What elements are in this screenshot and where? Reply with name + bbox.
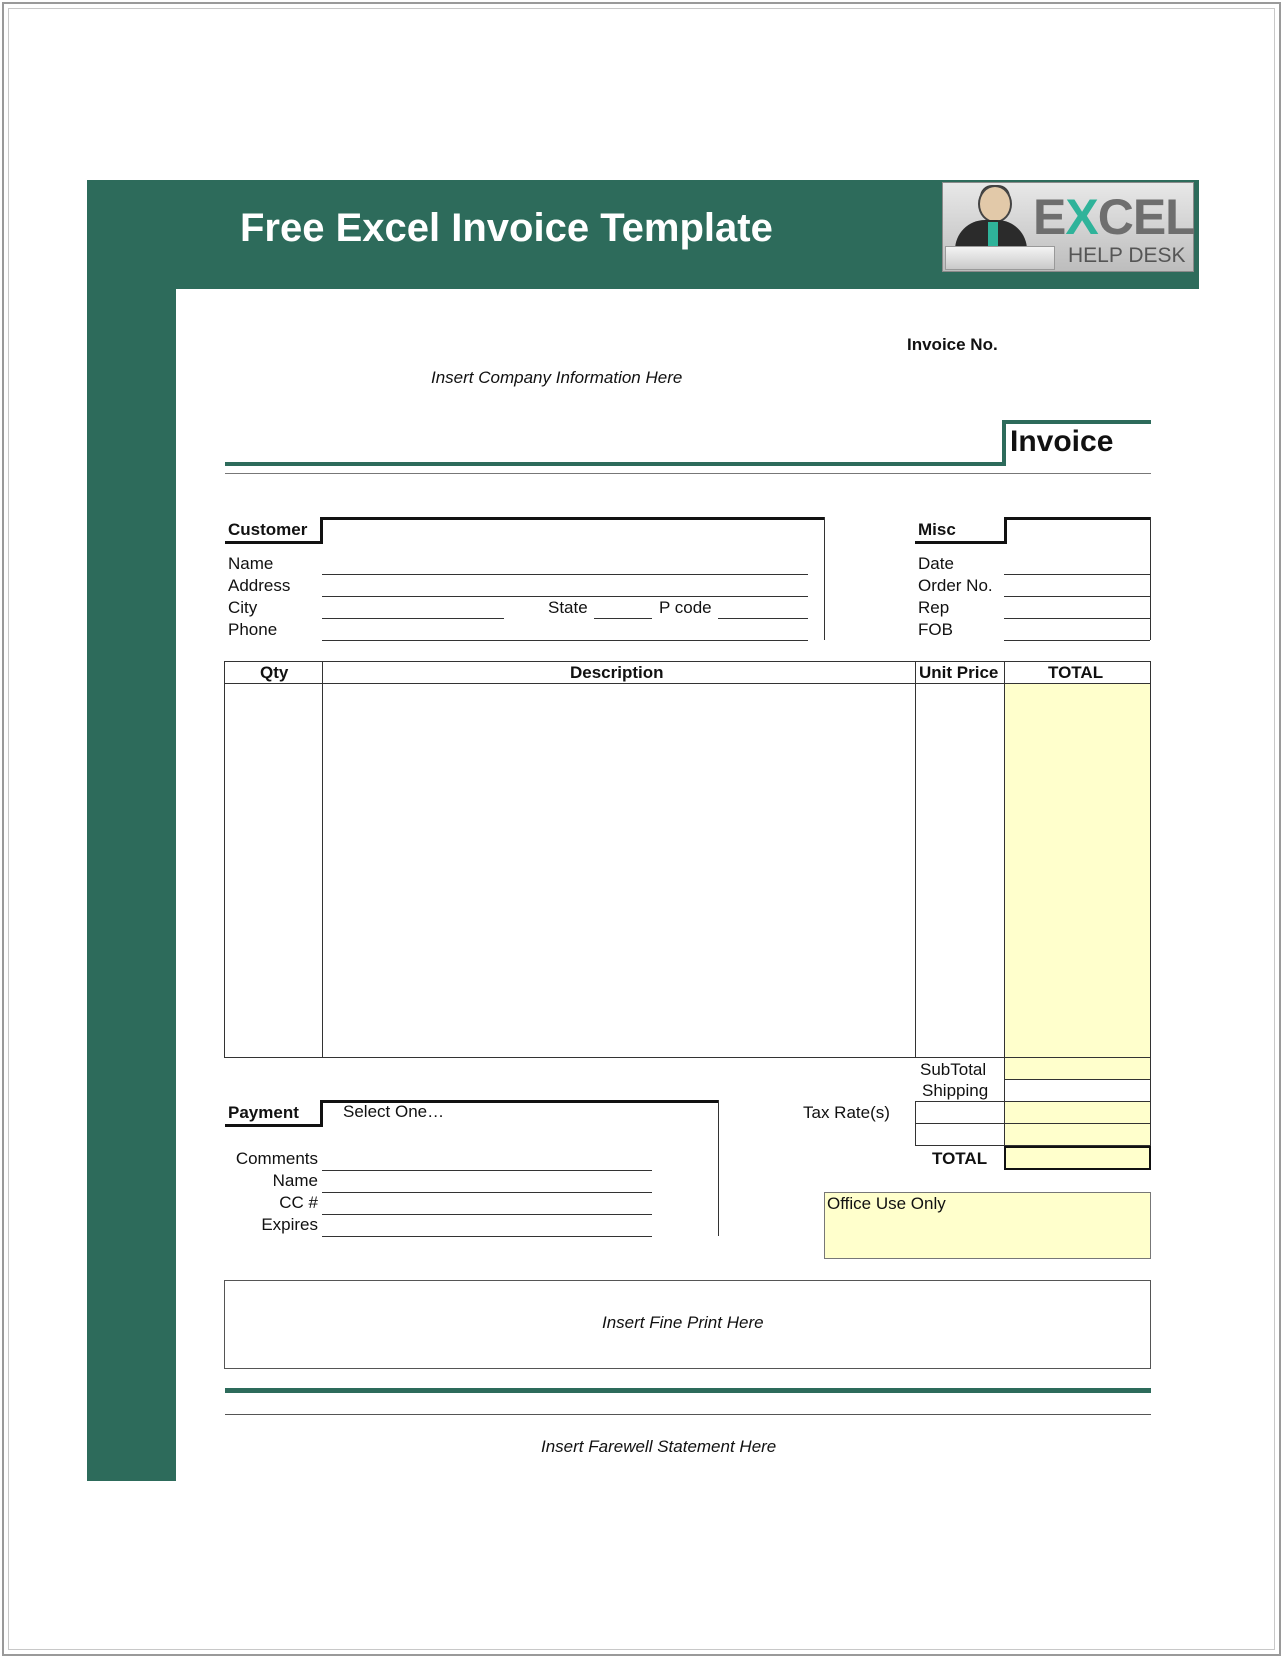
left-sidebar-band xyxy=(87,289,176,1481)
payment-cc-label: CC # xyxy=(279,1193,318,1212)
tax-rate-input-1[interactable] xyxy=(915,1101,1005,1124)
subtotal-label: SubTotal xyxy=(920,1060,987,1079)
misc-rep-field[interactable] xyxy=(1004,618,1150,619)
payment-expires-label: Expires xyxy=(261,1215,318,1234)
table-body-editable[interactable] xyxy=(224,684,1151,1057)
subtotal-cell[interactable] xyxy=(1004,1057,1151,1080)
logo-desk xyxy=(945,246,1055,270)
invoice-heading-top-line xyxy=(1002,420,1151,424)
tax-rate-input-2[interactable] xyxy=(915,1123,1005,1146)
payment-comments-label: Comments xyxy=(235,1149,318,1168)
customer-pcode-field[interactable] xyxy=(718,618,808,619)
misc-box-right xyxy=(1150,517,1151,640)
misc-fob-label: FOB xyxy=(918,620,953,639)
logo-avatar-head xyxy=(978,185,1012,223)
customer-pcode-label: P code xyxy=(659,598,712,617)
footer-divider-thin xyxy=(225,1414,1151,1415)
customer-name-field[interactable] xyxy=(322,574,808,575)
logo-subtitle: HELP DESK xyxy=(1068,244,1186,267)
grand-total-label: TOTAL xyxy=(932,1149,988,1168)
payment-comments-field[interactable] xyxy=(322,1170,652,1171)
payment-box-right xyxy=(718,1100,719,1236)
invoice-no-label: Invoice No. xyxy=(907,335,998,354)
customer-city-label: City xyxy=(228,598,258,617)
table-header-qty: Qty xyxy=(260,663,289,682)
invoice-heading: Invoice xyxy=(1010,425,1114,458)
payment-name-label: Name xyxy=(272,1171,318,1190)
customer-heading-underline xyxy=(225,541,323,544)
table-header-unit-price: Unit Price xyxy=(919,663,999,682)
payment-heading: Payment xyxy=(228,1103,299,1122)
payment-name-field[interactable] xyxy=(322,1192,652,1193)
customer-phone-field[interactable] xyxy=(322,640,808,641)
customer-phone-label: Phone xyxy=(228,620,278,639)
customer-address-field[interactable] xyxy=(322,596,808,597)
customer-heading: Customer xyxy=(228,520,308,539)
invoice-divider-thin xyxy=(225,473,1151,474)
customer-state-label: State xyxy=(548,598,588,617)
payment-cc-field[interactable] xyxy=(322,1214,652,1215)
fine-print-text: Insert Fine Print Here xyxy=(602,1313,764,1332)
customer-name-label: Name xyxy=(228,554,274,573)
invoice-divider-thick xyxy=(225,462,1005,466)
payment-heading-step xyxy=(320,1100,323,1127)
misc-heading-step xyxy=(1004,517,1007,544)
misc-heading-underline xyxy=(915,541,1007,544)
shipping-label: Shipping xyxy=(922,1081,989,1100)
tax-amount-cell-2[interactable] xyxy=(1004,1123,1151,1146)
misc-date-label: Date xyxy=(918,554,954,573)
page-title: Free Excel Invoice Template xyxy=(240,206,773,250)
misc-heading: Misc xyxy=(918,520,956,539)
customer-box-top xyxy=(320,517,825,520)
misc-order-no-field[interactable] xyxy=(1004,596,1150,597)
farewell-text: Insert Farewell Statement Here xyxy=(541,1437,777,1456)
tax-amount-cell-1[interactable] xyxy=(1004,1101,1151,1124)
office-use-label: Office Use Only xyxy=(827,1194,946,1213)
customer-city-field[interactable] xyxy=(322,618,504,619)
customer-heading-step xyxy=(320,517,323,544)
customer-address-label: Address xyxy=(228,576,291,595)
payment-method-select[interactable]: Select One… xyxy=(343,1102,445,1121)
misc-order-no-label: Order No. xyxy=(918,576,993,595)
payment-expires-field[interactable] xyxy=(322,1236,652,1237)
invoice-heading-left-line xyxy=(1002,420,1006,466)
footer-divider-thick xyxy=(225,1388,1151,1393)
payment-heading-underline xyxy=(225,1124,323,1127)
misc-date-field[interactable] xyxy=(1004,574,1150,575)
customer-box-right xyxy=(824,517,825,640)
grand-total-cell[interactable] xyxy=(1004,1146,1151,1170)
tax-rate-label: Tax Rate(s) xyxy=(803,1103,890,1122)
customer-state-field[interactable] xyxy=(594,618,652,619)
logo-wordmark: EXCEL xyxy=(1033,189,1195,245)
shipping-cell[interactable] xyxy=(1004,1079,1151,1102)
misc-rep-label: Rep xyxy=(918,598,950,617)
company-info-placeholder[interactable]: Insert Company Information Here xyxy=(431,368,683,387)
table-header-description: Description xyxy=(570,663,664,682)
table-header-total: TOTAL xyxy=(1048,663,1104,682)
misc-fob-field[interactable] xyxy=(1004,640,1150,641)
misc-box-top xyxy=(1004,517,1151,520)
logo-avatar-tie xyxy=(988,222,998,248)
